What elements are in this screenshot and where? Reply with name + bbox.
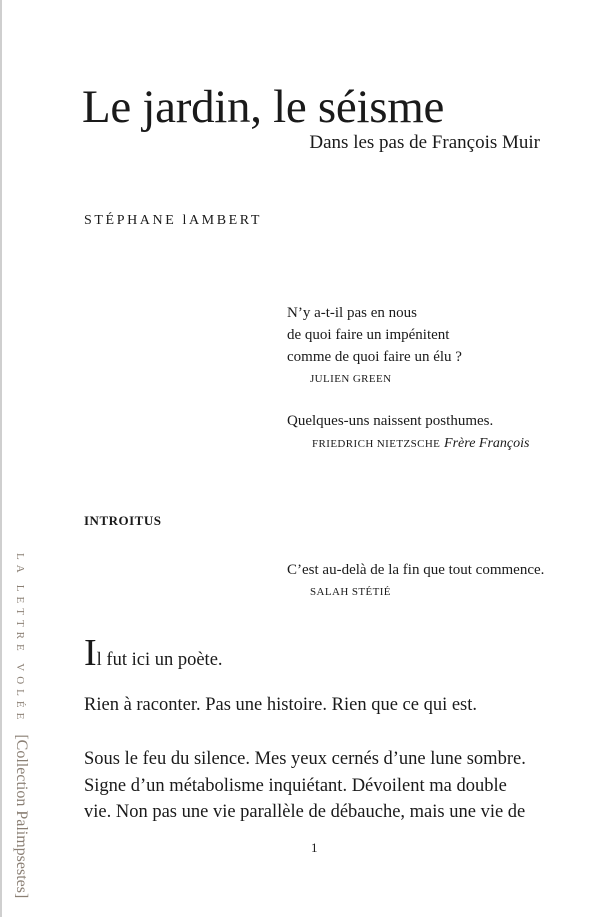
body-first-line [84,634,223,672]
body-text: l fut ici un poète. [96,650,223,670]
body-line: Sous le feu du silence. Mes yeux cernés d’une lune sombre. [84,749,526,769]
body-paragraph [84,746,526,826]
author-name: STÉPHANE lAMBERT [84,213,263,228]
section-epigraph [287,559,544,603]
spine-text [12,553,30,898]
body-paragraph: Rien à raconter. Pas une histoire. Rien que ce qui est. [84,695,478,715]
body-line: vie. Non pas une vie parallèle de débauche, mais une vie de [84,802,526,822]
epigraph-line: C’est au-delà de la fin que tout commence. [287,562,545,578]
epigraph-attribution: FRIEDRICH NIETZSCHE [312,438,441,450]
publisher-name: LA LETTRE VOLÉE [14,553,26,725]
epigraph-line: comme de quoi faire un élu ? [287,349,462,365]
epigraph-line: Quelques-uns naissent posthumes. [287,413,494,429]
collection-name: [Collection Palimpsestes] [13,734,30,899]
body-line: Signe d’un métabolisme inquiétant. Dévoilent ma double [84,775,507,796]
book-subtitle: Dans les pas de François Muir [309,132,540,153]
section-heading: INTROITUS [84,513,162,528]
epigraph-1 [287,302,462,390]
epigraph-attribution: JULIEN GREEN [310,373,392,385]
drop-cap: I [84,632,97,674]
epigraph-line: N’y a-t-il pas en nous [287,305,417,321]
epigraph-line: de quoi faire un impénitent [287,327,450,343]
book-title: Le jardin, le séisme [82,81,445,133]
epigraph-2 [287,410,529,455]
epigraph-work: Frère François [444,436,530,451]
page-number: 1 [311,840,318,855]
epigraph-attribution: SALAH STÉTIÉ [310,586,391,598]
